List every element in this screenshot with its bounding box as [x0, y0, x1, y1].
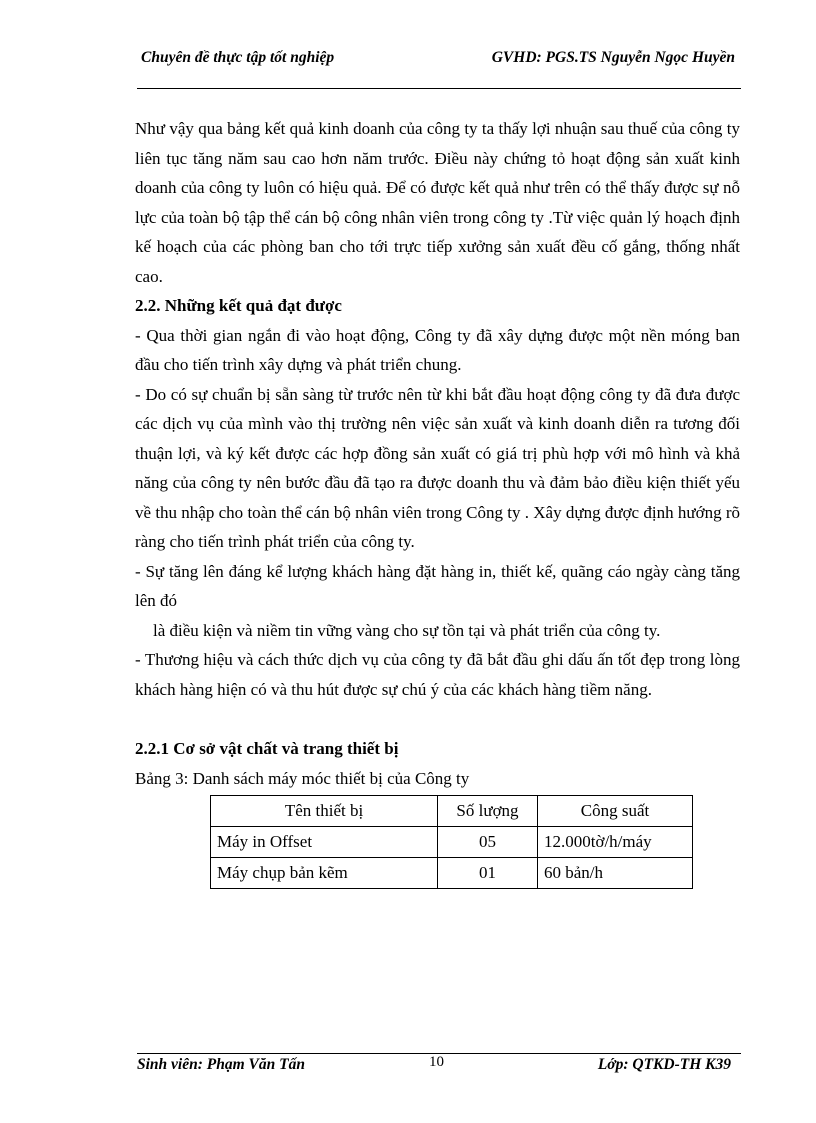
footer-class: Lớp: QTKD-TH K39 [597, 1056, 731, 1073]
table-row [211, 858, 693, 889]
page-footer [137, 1056, 741, 1078]
paragraph-brand: - Thương hiệu và cách thức dịch vụ của công ty đã bắt đầu ghi dấu ấn tốt đẹp trong lòng khách hàng hiện có và thu hút được sự chú ý của các khách hàng tiềm năng. [135, 650, 740, 699]
column-header-quantity: Số lượng [438, 796, 538, 827]
table-cell-quantity: 05 [438, 827, 538, 858]
equipment-table [210, 795, 693, 889]
table-cell-quantity: 01 [438, 858, 538, 889]
header-title: Chuyên đề thực tập tốt nghiệp [141, 49, 335, 66]
table-cell-capacity: 60 bản/h [538, 858, 693, 889]
paragraph-conditions: là điều kiện và niềm tin vững vàng cho sự tồn tại và phát triển của công ty. [153, 620, 661, 640]
paragraph-intro: Như vậy qua bảng kết quả kinh doanh của công ty ta thấy lợi nhuận sau thuế của công ty liên tục tăng năm sau cao hơn năm trước. Điều này chứng tỏ hoạt động sản xuất kinh doanh của công ty luôn có hiệu quả. Để có được kết quả như trên có thể thấy được sự nỗ lực của toàn bộ tập thể cán bộ công nhân viên trong công ty .Từ việc quản lý hoạch định kế hoạch của các phòng ban cho tới trực tiếp xưởng sản xuất đều cố gắng, thống nhất cao. [135, 119, 740, 286]
column-header-device: Tên thiết bị [211, 796, 438, 827]
header-divider [137, 88, 741, 89]
section-heading-2-2-1: 2.2.1 Cơ sở vật chất và trang thiết bị [135, 739, 399, 758]
table-cell-device: Máy chụp bản kẽm [211, 858, 438, 889]
column-header-capacity: Công suất [538, 796, 693, 827]
header-advisor: GVHD: PGS.TS Nguyễn Ngọc Huyền [491, 49, 735, 66]
table-row [211, 827, 693, 858]
paragraph-foundation: - Qua thời gian ngắn đi vào hoạt động, Công ty đã xây dựng được một nền móng ban đầu cho tiến trình xây dựng và phát triển chung. [135, 325, 740, 374]
paragraph-customers: - Sự tăng lên đáng kể lượng khách hàng đặt hàng in, thiết kế, quãng cáo ngày càng tăng lên đó [135, 561, 740, 610]
table-cell-capacity: 12.000tờ/h/máy [538, 827, 693, 858]
section-heading-2-2: 2.2. Những kết quả đạt được [135, 296, 342, 315]
paragraph-preparation: - Do có sự chuẩn bị sẵn sàng từ trước nên từ khi bắt đầu hoạt động công ty đã đưa được các dịch vụ của mình vào thị trường nên việc sản xuất và kinh doanh diễn ra tương đối thuận lợi, và ký kết được các hợp đồng sản xuất có giá trị phù hợp với mô hình và khả năng của công ty nên bước đầu đã tạo ra được doanh thu và đảm bảo điều kiện thiết yếu về thu nhập cho toàn thể cán bộ nhân viên trong Công ty . Xây dựng được định hướng rõ ràng cho tiến trình phát triển của công ty. [135, 384, 740, 551]
table-caption: Bảng 3: Danh sách máy móc thiết bị của Công ty [135, 768, 470, 788]
table-cell-device: Máy in Offset [211, 827, 438, 858]
table-header-row [211, 796, 693, 827]
footer-student: Sinh viên: Phạm Văn Tấn [137, 1056, 305, 1073]
page-header [137, 47, 741, 71]
page-number: 10 [429, 1054, 444, 1070]
page-body [135, 114, 740, 889]
blank-line [135, 704, 740, 734]
